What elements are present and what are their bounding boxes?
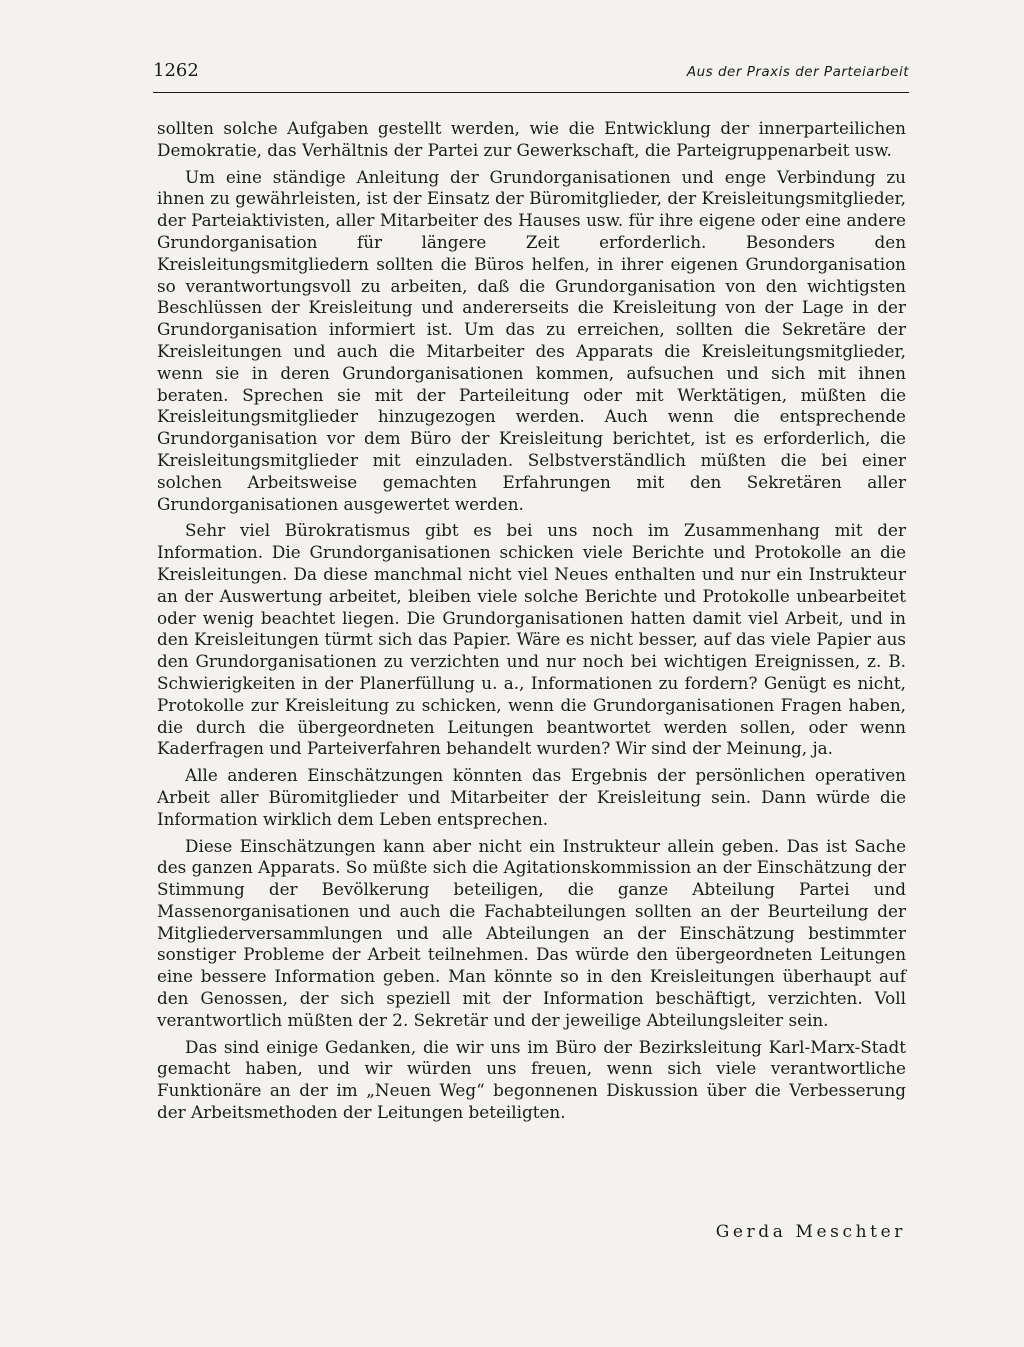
paragraph-5: Diese Einschätzungen kann aber nicht ein Instrukteur allein geben. Das ist Sache des ganzen Apparats. So müßte sich die Agitationskommission an der Einschätzung der Stimmung der Bevölkerung beteiligen, die ganze Abteilung Partei und Massenorganisationen und auch die Fachabteilungen sollten an der Beurteilung der Mitgliederversammlungen und alle Abteilungen an der Einschätzung bestimmter sonstiger Probleme der Arbeit teilnehmen. Das würde den übergeordneten Leitungen eine bessere Information geben. Man könnte so in den Kreisleitungen überhaupt auf den Genossen, der sich speziell mit der Information beschäftigt, verzichten. Voll verantwortlich müßten der 2. Sekretär und der jeweilige Abteilungsleiter sein. — [157, 835, 906, 1030]
page-number: 1262 — [153, 60, 199, 81]
running-title: Aus der Praxis der Parteiarbeit — [686, 64, 909, 80]
paragraph-2: Um eine ständige Anleitung der Grundorganisationen und enge Verbindung zu ihnen zu gewährleisten, ist der Einsatz der Büromitglieder, der Kreisleitungsmitglieder, der Parteiaktivisten, aller Mitarbeiter des Hauses usw. für ihre eigene oder eine andere Grundorganisation für längere Zeit erforderlich. Besonders den Kreisleitungsmitgliedern sollten die Büros helfen, in ihrer eigenen Grundorganisation so verantwortungsvoll zu arbeiten, daß die Grundorganisation von den wichtigsten Beschlüssen der Kreisleitung und andererseits die Kreisleitung von der Lage in der Grundorganisation informiert ist. Um das zu erreichen, sollten die Sekretäre der Kreisleitungen und auch die Mitarbeiter des Apparats die Kreisleitungsmitglieder, wenn sie in deren Grundorganisationen kommen, aufsuchen und sich mit ihnen beraten. Sprechen sie mit der Parteileitung oder mit Werktätigen, müßten die Kreisleitungsmitglieder hinzugezogen werden. Auch wenn die entsprechende Grundorganisation vor dem Büro der Kreisleitung berichtet, ist es erforderlich, die Kreisleitungsmitglieder mit einzuladen. Selbstverständlich müßten die bei einer solchen Arbeitsweise gemachten Erfahrungen mit den Sekretären aller Grundorganisationen ausgewertet werden. — [157, 166, 906, 514]
author-signature: Gerda Meschter — [715, 1222, 906, 1242]
article-body — [157, 118, 906, 1129]
paragraph-6: Das sind einige Gedanken, die wir uns im Büro der Bezirksleitung Karl-Marx-Stadt gemacht haben, und wir würden uns freuen, wenn sich viele verantwortliche Funktionäre an der im „Neuen Weg“ begonnenen Diskussion über die Verbesserung der Arbeitsmethoden der Leitungen beteiligten. — [157, 1036, 906, 1123]
page-header — [153, 58, 909, 93]
paragraph-3: Sehr viel Bürokratismus gibt es bei uns noch im Zusammenhang mit der Information. Die Grundorganisationen schicken viele Berichte und Protokolle an die Kreisleitungen. Da diese manchmal nicht viel Neues enthalten und nur ein Instrukteur an der Auswertung arbeitet, bleiben viele solche Berichte und Protokolle unbearbeitet oder wenig beachtet liegen. Die Grundorganisationen hatten damit viel Arbeit, und in den Kreisleitungen türmt sich das Papier. Wäre es nicht besser, auf das viele Papier aus den Grundorganisationen zu verzichten und nur noch bei wichtigen Ereignissen, z. B. Schwierigkeiten in der Planerfüllung u. a., Informationen zu fordern? Genügt es nicht, Protokolle zur Kreisleitung zu schicken, wenn die Grundorganisationen Fragen haben, die durch die übergeordneten Leitungen beantwortet werden sollen, oder wenn Kaderfragen und Parteiverfahren behandelt wurden? Wir sind der Meinung, ja. — [157, 520, 906, 759]
paragraph-4: Alle anderen Einschätzungen könnten das Ergebnis der persönlichen operativen Arbeit aller Büromitglieder und Mitarbeiter der Kreisleitung sein. Dann würde die Information wirklich dem Leben entsprechen. — [157, 765, 906, 829]
paragraph-1: sollten solche Aufgaben gestellt werden, wie die Entwicklung der innerparteilichen Demokratie, das Verhältnis der Partei zur Gewerkschaft, die Parteigruppenarbeit usw. — [157, 118, 906, 160]
